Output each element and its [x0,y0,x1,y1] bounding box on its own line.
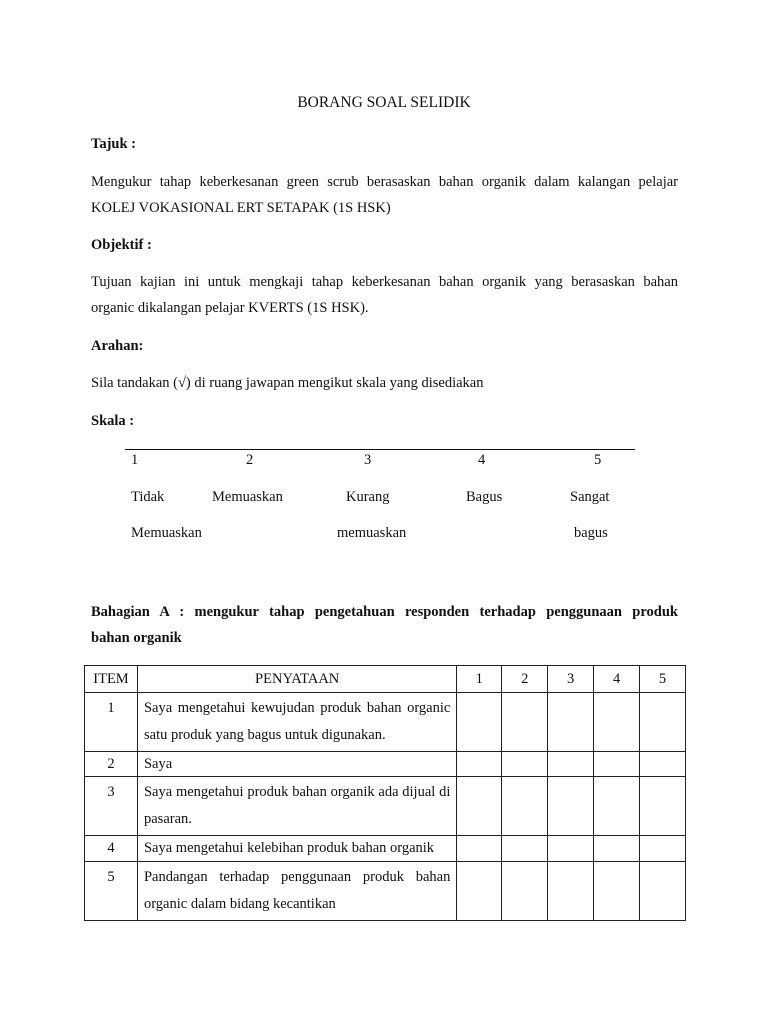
answer-cell-2[interactable] [502,836,548,862]
answer-cell-5[interactable] [640,752,686,777]
header-2: 2 [502,666,548,693]
header-item: ITEM [85,666,138,693]
scale-label-3b: memuaskan [337,525,407,541]
answer-cell-2[interactable] [502,777,548,836]
answer-cell-4[interactable] [594,693,640,752]
table-row [85,777,686,836]
answer-cell-1[interactable] [457,693,502,752]
header-3: 3 [548,666,594,693]
scale-label-1b: Memuaskan [131,525,202,541]
answer-cell-4[interactable] [594,862,640,921]
statement: Saya mengetahui kewujudan produk bahan organic satu produk yang bagus untuk digunakan. [137,693,456,752]
scale-label-3a: Kurang [346,489,390,505]
bahagian-a-line-2: bahan organik [91,630,182,646]
scale-num-4: 4 [478,452,486,468]
answer-cell-3[interactable] [548,777,594,836]
scale-label-5b: bagus [574,525,608,541]
item-number: 1 [85,693,138,752]
answer-cell-5[interactable] [640,777,686,836]
answer-cell-1[interactable] [457,777,502,836]
answer-cell-4[interactable] [594,836,640,862]
objektif-line-2: organic dikalangan pelajar KVERTS (1S HSK). [91,300,369,316]
page-title: BORANG SOAL SELIDIK [297,94,471,111]
tajuk-label: Tajuk : [91,136,137,152]
scale-num-2: 2 [246,452,254,468]
answer-cell-3[interactable] [548,693,594,752]
arahan-label: Arahan: [91,338,144,354]
header-1: 1 [457,666,502,693]
answer-cell-3[interactable] [548,836,594,862]
table-row [85,693,686,752]
answer-cell-3[interactable] [548,752,594,777]
answer-cell-1[interactable] [457,862,502,921]
answer-cell-4[interactable] [594,752,640,777]
item-number: 4 [85,836,138,862]
statement: Saya mengetahui produk bahan organik ada dijual di pasaran. [137,777,456,836]
tajuk-line-1: Mengukur tahap keberkesanan green scrub berasaskan bahan organik dalam kalangan pelajar [91,174,678,190]
bahagian-a-line-1: Bahagian A : mengukur tahap pengetahuan responden terhadap penggunaan produk [91,604,678,620]
scale-divider [125,449,635,450]
scale-label-2a: Memuaskan [212,489,283,505]
answer-cell-4[interactable] [594,777,640,836]
answer-cell-2[interactable] [502,752,548,777]
answer-cell-3[interactable] [548,862,594,921]
table-row [85,862,686,921]
answer-cell-2[interactable] [502,862,548,921]
statement: Pandangan terhadap penggunaan produk bahan organic dalam bidang kecantikan [137,862,456,921]
scale-num-5: 5 [594,452,602,468]
scale-num-3: 3 [364,452,372,468]
objektif-line-1: Tujuan kajian ini untuk mengkaji tahap keberkesanan bahan organik yang berasaskan bahan [91,274,678,290]
answer-cell-1[interactable] [457,752,502,777]
statement: Saya mengetahui kelebihan produk bahan organik [137,836,456,862]
header-4: 4 [594,666,640,693]
answer-cell-5[interactable] [640,836,686,862]
table-row [85,836,686,862]
header-penyataan: PENYATAAN [137,666,456,693]
tajuk-line-2: KOLEJ VOKASIONAL ERT SETAPAK (1S HSK) [91,200,391,216]
objektif-label: Objektif : [91,237,152,253]
answer-cell-5[interactable] [640,862,686,921]
item-number: 2 [85,752,138,777]
header-5: 5 [640,666,686,693]
scale-label-5a: Sangat [570,489,610,505]
arahan-text: Sila tandakan (√) di ruang jawapan mengikut skala yang disediakan [91,375,484,391]
skala-label: Skala : [91,413,135,429]
questionnaire-table [84,665,686,921]
scale-label-1a: Tidak [131,489,165,505]
statement: Saya [137,752,456,777]
answer-cell-2[interactable] [502,693,548,752]
scale-label-4a: Bagus [466,489,503,505]
answer-cell-5[interactable] [640,693,686,752]
answer-cell-1[interactable] [457,836,502,862]
item-number: 3 [85,777,138,836]
item-number: 5 [85,862,138,921]
scale-num-1: 1 [131,452,139,468]
table-header-row [85,666,686,693]
table-row [85,752,686,777]
